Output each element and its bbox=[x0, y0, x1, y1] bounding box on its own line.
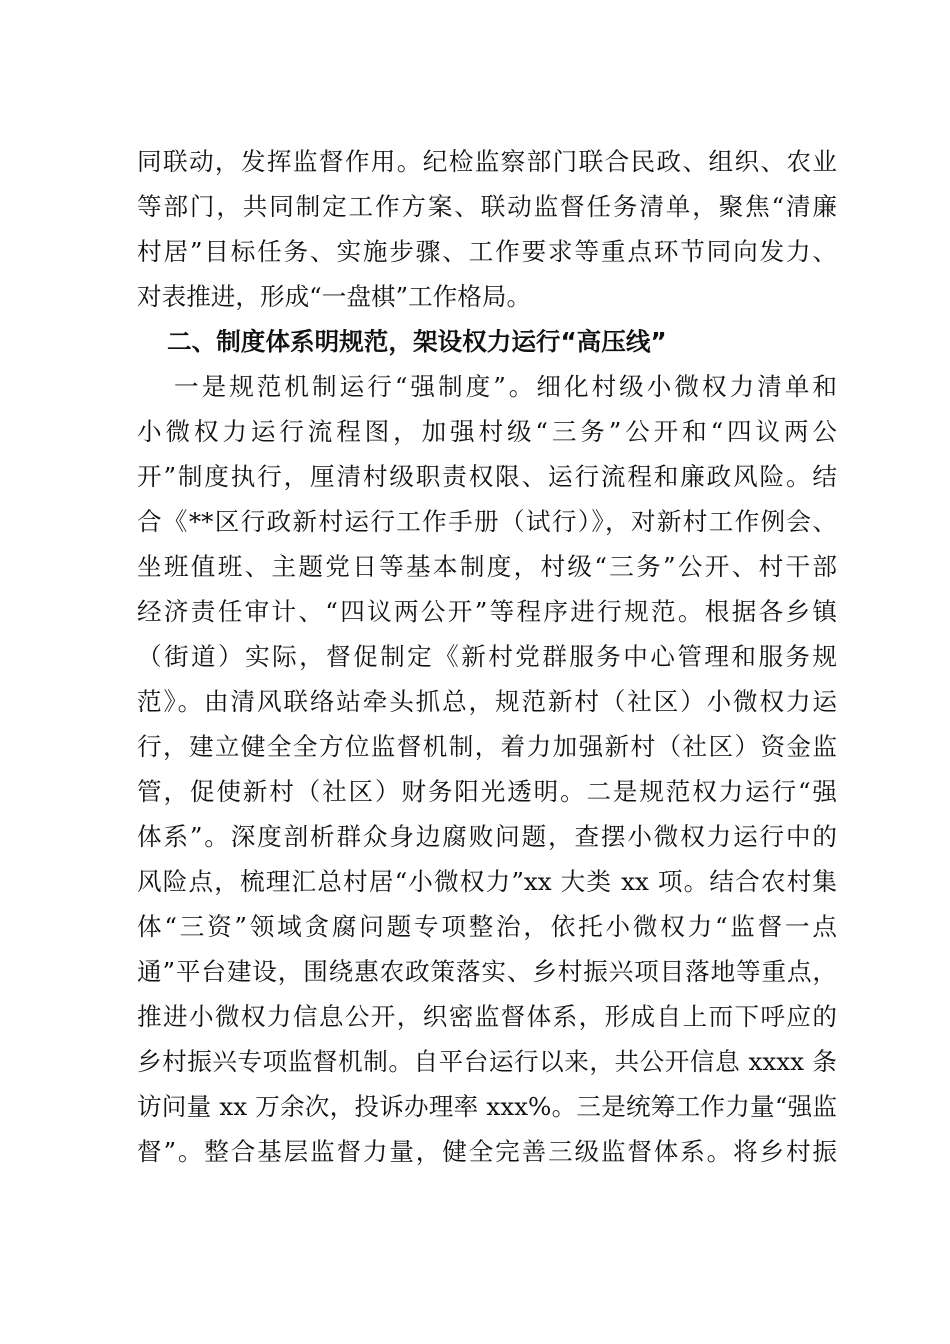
paragraph-line: 行，建立健全全方位监督机制，着力加强新村（社区）资金监 bbox=[137, 732, 837, 761]
paragraph-line: 一是规范机制运行“强制度”。细化村级小微权力清单和 bbox=[174, 372, 837, 401]
paragraph-line: 合《**区行政新村运行工作手册（试行）》，对新村工作例会、 bbox=[137, 507, 837, 536]
paragraph-line: 风险点，梳理汇总村居“小微权力”xx 大类 xx 项。结合农村集 bbox=[137, 867, 837, 896]
paragraph-line: 推进小微权力信息公开，织密监督体系，形成自上而下呼应的 bbox=[137, 1002, 837, 1031]
paragraph-line: 开”制度执行，厘清村级职责权限、运行流程和廉政风险。结 bbox=[137, 462, 837, 491]
section-heading: 二、制度体系明规范，架设权力运行“高压线” bbox=[167, 327, 667, 356]
paragraph-line: 通”平台建设，围绕惠农政策落实、乡村振兴项目落地等重点， bbox=[137, 957, 837, 986]
paragraph-line: 坐班值班、主题党日等基本制度，村级“三务”公开、村干部 bbox=[137, 552, 837, 581]
paragraph-line: 村居”目标任务、实施步骤、工作要求等重点环节同向发力、 bbox=[137, 237, 837, 266]
paragraph-line: 体系”。深度剖析群众身边腐败问题，查摆小微权力运行中的 bbox=[137, 822, 837, 851]
paragraph-line: 管，促使新村（社区）财务阳光透明。二是规范权力运行“强 bbox=[137, 777, 837, 806]
paragraph-line: 乡村振兴专项监督机制。自平台运行以来，共公开信息 xxxx 条 bbox=[137, 1047, 837, 1076]
paragraph-line: 体“三资”领域贪腐问题专项整治，依托小微权力“监督一点 bbox=[137, 912, 837, 941]
paragraph-line: 对表推进，形成“一盘棋”工作格局。 bbox=[137, 282, 532, 311]
paragraph-line: 小微权力运行流程图，加强村级“三务”公开和“四议两公 bbox=[137, 417, 837, 446]
paragraph-line: 访问量 xx 万余次，投诉办理率 xxx%。三是统筹工作力量“强监 bbox=[137, 1092, 837, 1121]
paragraph-line: 范》。由清风联络站牵头抓总，规范新村（社区）小微权力运 bbox=[137, 687, 837, 716]
paragraph-line: 督”。整合基层监督力量，健全完善三级监督体系。将乡村振 bbox=[137, 1137, 837, 1166]
paragraph-line: （街道）实际，督促制定《新村党群服务中心管理和服务规 bbox=[137, 642, 837, 671]
paragraph-line: 经济责任审计、“四议两公开”等程序进行规范。根据各乡镇 bbox=[137, 597, 837, 626]
paragraph-line: 等部门，共同制定工作方案、联动监督任务清单，聚焦“清廉 bbox=[137, 192, 837, 221]
paragraph-line: 同联动，发挥监督作用。纪检监察部门联合民政、组织、农业 bbox=[137, 147, 837, 176]
